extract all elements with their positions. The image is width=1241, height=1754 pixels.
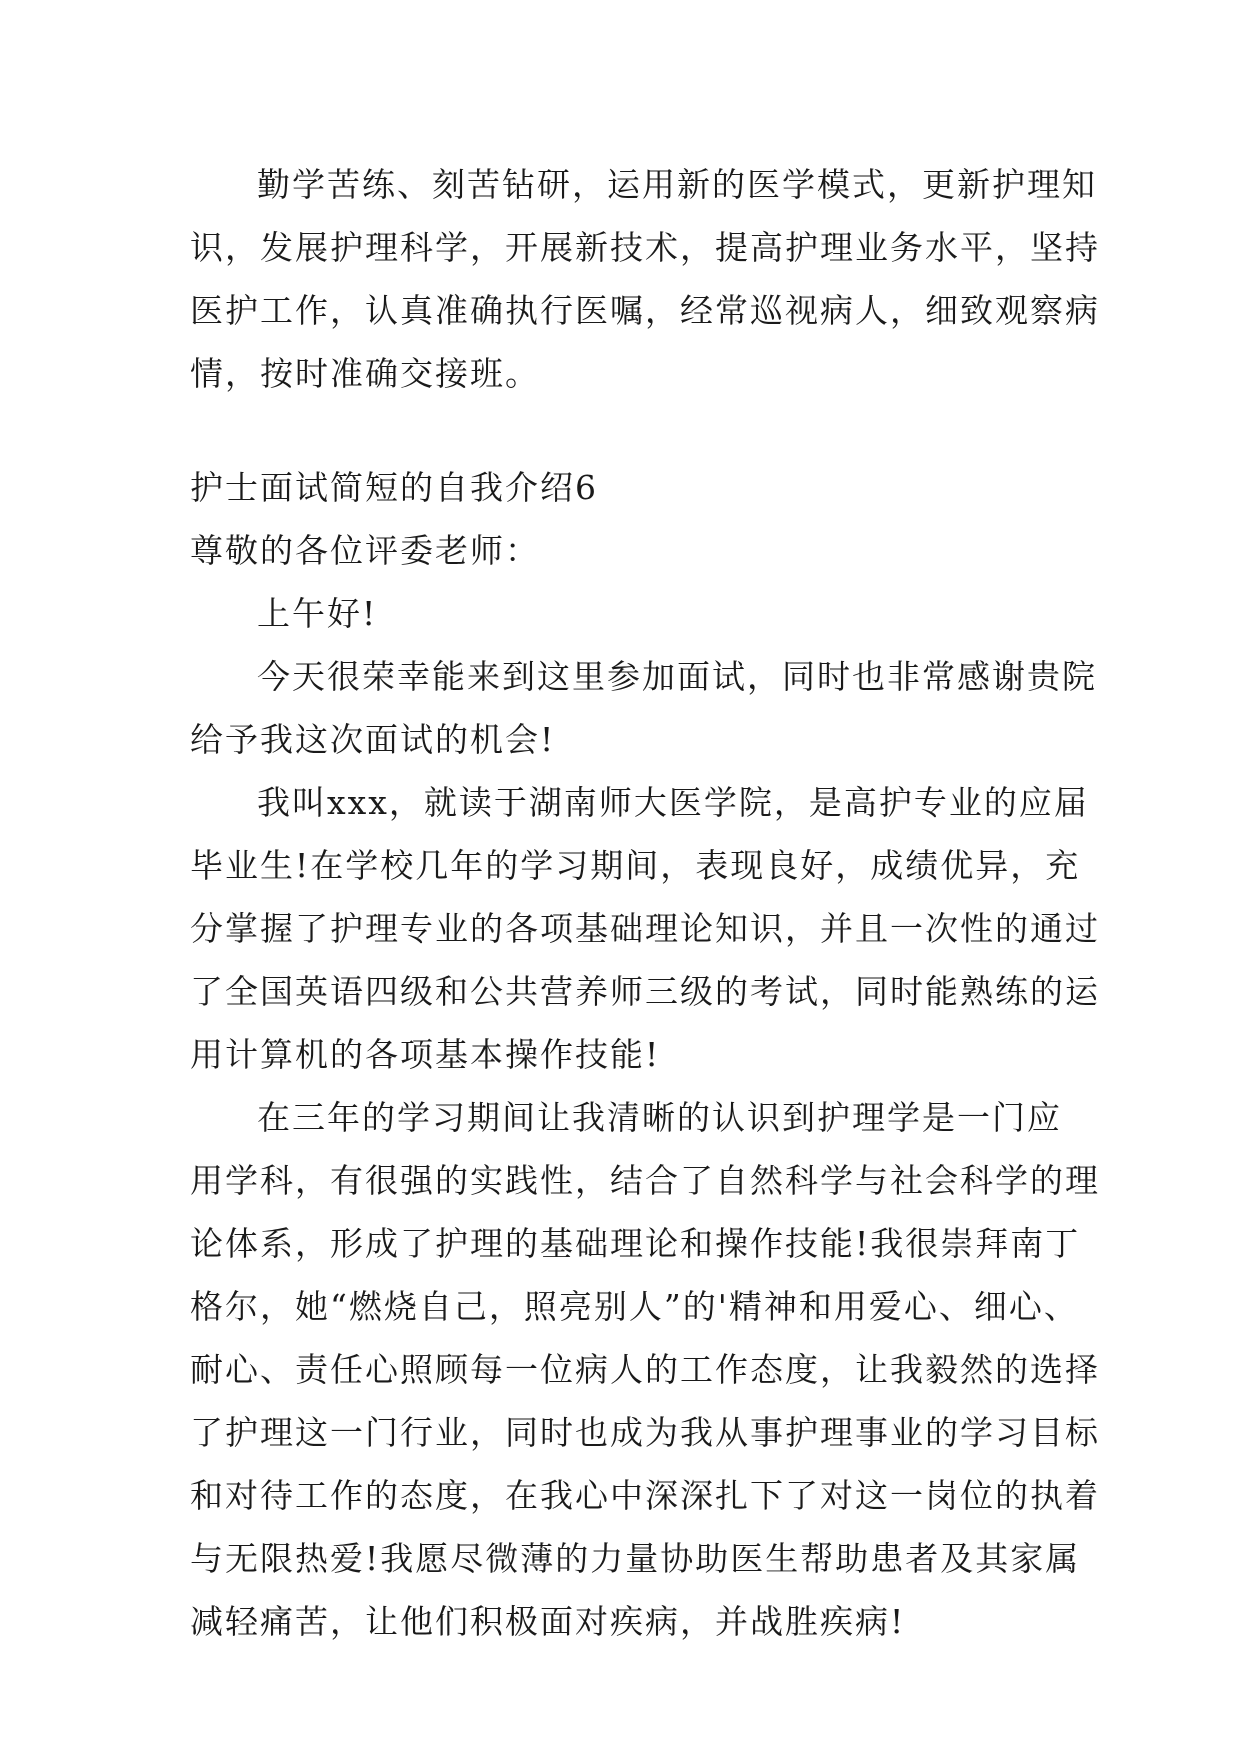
text-line: 了护理这一门行业，同时也成为我从事护理事业的学习目标: [190, 1413, 1100, 1452]
text-line: 格尔，她“燃烧自己，照亮别人”的'精神和用爱心、细心、: [190, 1287, 1079, 1326]
text-line: 我叫xxx，就读于湖南师大医学院，是高护专业的应届: [257, 783, 1089, 822]
text-line: 了全国英语四级和公共营养师三级的考试，同时能熟练的运: [190, 972, 1100, 1011]
text-line: 医护工作，认真准确执行医嘱，经常巡视病人，细致观察病: [190, 291, 1100, 330]
greeting: 上午好!: [257, 594, 378, 633]
section-heading: 护士面试简短的自我介绍6: [190, 468, 598, 507]
text-line: 用学科，有很强的实践性，结合了自然科学与社会科学的理: [190, 1161, 1100, 1200]
text-line: 耐心、责任心照顾每一位病人的工作态度，让我毅然的选择: [190, 1350, 1100, 1389]
text-line: 与无限热爱!我愿尽微薄的力量协助医生帮助患者及其家属: [190, 1539, 1081, 1578]
text-line: 和对待工作的态度，在我心中深深扎下了对这一岗位的执着: [190, 1476, 1100, 1515]
text-line: 给予我这次面试的机会!: [190, 720, 556, 759]
text-line: 情，按时准确交接班。: [190, 354, 540, 393]
text-line: 论体系，形成了护理的基础理论和操作技能!我很崇拜南丁: [190, 1224, 1081, 1263]
text-line: 用计算机的各项基本操作技能!: [190, 1035, 661, 1074]
text-line: 在三年的学习期间让我清晰的认识到护理学是一门应: [257, 1098, 1062, 1137]
text-line: 毕业生!在学校几年的学习期间，表现良好，成绩优异，充: [190, 846, 1081, 885]
text-line: 勤学苦练、刻苦钻研，运用新的医学模式，更新护理知: [257, 165, 1097, 204]
text-line: 分掌握了护理专业的各项基础理论知识，并且一次性的通过: [190, 909, 1100, 948]
text-line: 识，发展护理科学，开展新技术，提高护理业务水平，坚持: [190, 228, 1100, 267]
salutation: 尊敬的各位评委老师：: [190, 531, 540, 570]
text-line: 今天很荣幸能来到这里参加面试，同时也非常感谢贵院: [257, 657, 1097, 696]
text-line: 减轻痛苦，让他们积极面对疾病，并战胜疾病!: [190, 1602, 906, 1641]
